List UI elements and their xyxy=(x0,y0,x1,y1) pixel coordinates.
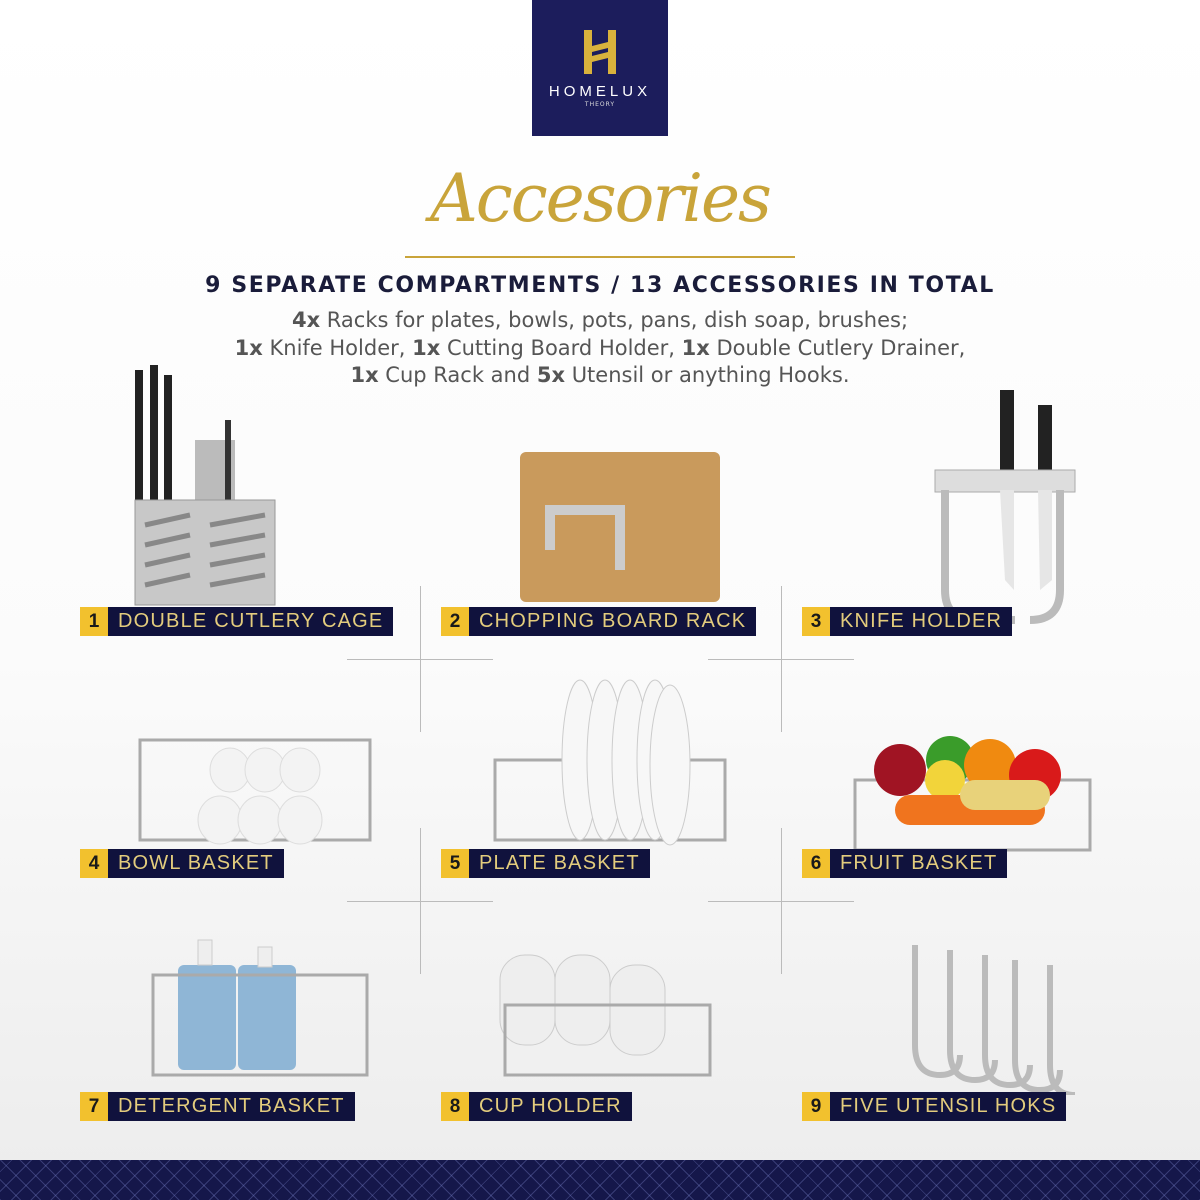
item-name: KNIFE HOLDER xyxy=(830,607,1012,636)
logo-h-icon xyxy=(582,28,618,76)
pattern-footer xyxy=(0,1160,1200,1200)
item-name: PLATE BASKET xyxy=(469,849,650,878)
description-text: Cup Rack and xyxy=(378,363,537,387)
item-number: 5 xyxy=(441,849,469,878)
quantity: 5x xyxy=(536,363,566,387)
chopping-board-image xyxy=(505,450,725,620)
item-label-1 xyxy=(80,607,393,636)
item-number: 8 xyxy=(441,1092,469,1121)
item-label-9 xyxy=(802,1092,1066,1121)
description-line xyxy=(0,335,1200,363)
item-number: 6 xyxy=(802,849,830,878)
brand-name: HOMELUX xyxy=(548,83,652,100)
item-name: FIVE UTENSIL HOKS xyxy=(830,1092,1066,1121)
item-name: DETERGENT BASKET xyxy=(108,1092,355,1121)
item-number: 1 xyxy=(80,607,108,636)
plate-basket-image xyxy=(490,670,730,860)
description-text: Racks for plates, bowls, pots, pans, dish soap, brushes; xyxy=(320,308,909,332)
quantity: 1x xyxy=(350,363,379,387)
detergent-basket-image xyxy=(150,935,370,1080)
description-text: Cutting Board Holder, xyxy=(440,335,682,360)
quantity: 1x xyxy=(681,335,710,360)
description-text: Utensil or anything Hooks. xyxy=(565,363,850,387)
item-label-7 xyxy=(80,1092,355,1121)
item-label-5 xyxy=(441,849,650,878)
item-name: CHOPPING BOARD RACK xyxy=(469,607,756,636)
brand-logo xyxy=(532,0,668,136)
divider xyxy=(781,828,782,974)
item-name: FRUIT BASKET xyxy=(830,849,1007,878)
item-label-4 xyxy=(80,849,284,878)
item-label-2 xyxy=(441,607,756,636)
brand-sub: THEORY xyxy=(584,101,616,108)
item-label-3 xyxy=(802,607,1012,636)
item-number: 7 xyxy=(80,1092,108,1121)
item-name: CUP HOLDER xyxy=(469,1092,632,1121)
description-line xyxy=(0,307,1200,335)
headline: 9 SEPARATE COMPARTMENTS / 13 ACCESSORIES IN TOTAL xyxy=(205,273,995,298)
title-underline xyxy=(405,256,795,258)
item-name: DOUBLE CUTLERY CAGE xyxy=(108,607,393,636)
quantity: 1x xyxy=(412,335,441,360)
item-label-6 xyxy=(802,849,1007,878)
item-number: 2 xyxy=(441,607,469,636)
item-number: 3 xyxy=(802,607,830,636)
bowl-basket-image xyxy=(135,730,375,860)
divider xyxy=(420,586,421,732)
item-number: 9 xyxy=(802,1092,830,1121)
page-title: Accesories xyxy=(430,160,770,237)
divider xyxy=(781,586,782,732)
item-label-8 xyxy=(441,1092,632,1121)
knife-holder-image xyxy=(930,390,1080,630)
fruit-basket-image xyxy=(850,720,1095,860)
cutlery-cage-image xyxy=(130,360,280,610)
utensil-hooks-image xyxy=(900,935,1080,1095)
item-number: 4 xyxy=(80,849,108,878)
cup-holder-image xyxy=(495,945,715,1090)
divider xyxy=(420,828,421,974)
quantity: 1x xyxy=(234,335,263,360)
item-name: BOWL BASKET xyxy=(108,849,284,878)
description-text: Double Cutlery Drainer, xyxy=(709,335,966,360)
description-text: Knife Holder, xyxy=(262,335,413,360)
quantity: 4x xyxy=(291,308,321,332)
